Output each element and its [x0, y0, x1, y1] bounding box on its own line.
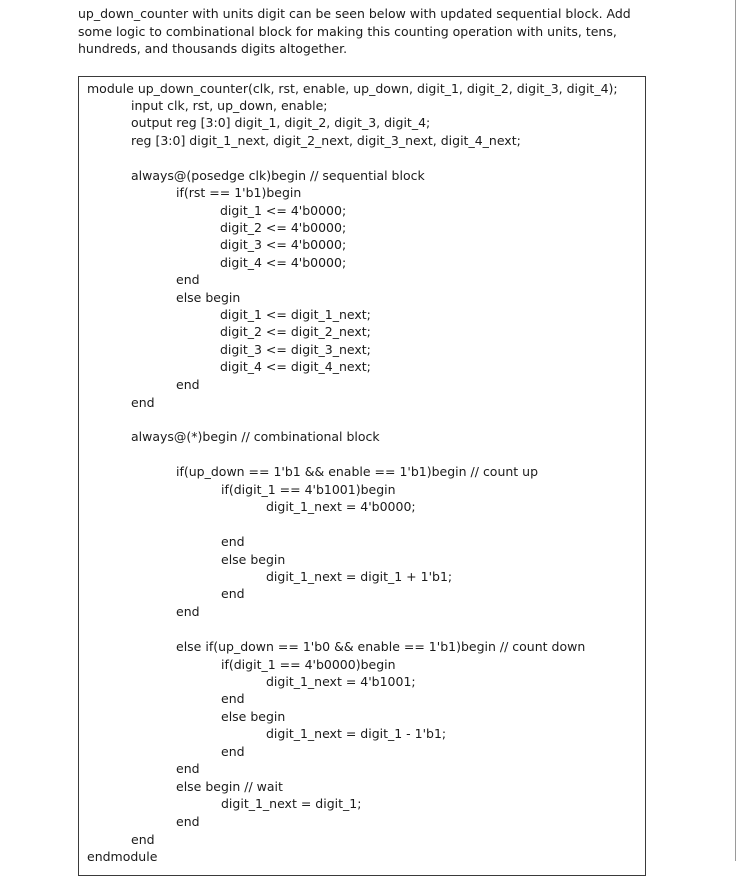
- code-line: digit_3 <= digit_3_next;: [220, 342, 371, 357]
- code-line: else begin: [176, 290, 241, 305]
- code-line: digit_2 <= 4'b0000;: [220, 220, 347, 235]
- code-block: [78, 76, 646, 876]
- code-line: digit_1 <= 4'b0000;: [220, 203, 347, 218]
- code-line: else begin // wait: [176, 779, 283, 794]
- code-line: end: [176, 272, 200, 287]
- code-line: digit_1_next = 4'b0000;: [266, 499, 416, 514]
- code-line: end: [176, 604, 200, 619]
- code-line: end: [221, 744, 245, 759]
- code-line: if(up_down == 1'b1 && enable == 1'b1)begin // count up: [176, 464, 539, 479]
- code-line: module up_down_counter(clk, rst, enable, up_down, digit_1, digit_2, digit_3, digit_4);: [87, 81, 618, 96]
- code-line: endmodule: [87, 849, 158, 864]
- code-line: end: [221, 534, 245, 549]
- code-line: input clk, rst, up_down, enable;: [131, 98, 328, 113]
- code-line: digit_3 <= 4'b0000;: [220, 237, 347, 252]
- code-line: end: [221, 691, 245, 706]
- code-line: reg [3:0] digit_1_next, digit_2_next, digit_3_next, digit_4_next;: [131, 133, 521, 148]
- code-line: always@(*)begin // combinational block: [131, 429, 380, 444]
- code-line: digit_1 <= digit_1_next;: [220, 307, 371, 322]
- code-line: digit_1_next = digit_1 + 1'b1;: [266, 569, 453, 584]
- code-line: if(rst == 1'b1)begin: [176, 185, 302, 200]
- code-line: digit_4 <= digit_4_next;: [220, 359, 371, 374]
- code-line: end: [221, 586, 245, 601]
- code-line: end: [176, 377, 200, 392]
- code-line: end: [176, 814, 200, 829]
- code-line: always@(posedge clk)begin // sequential block: [131, 168, 425, 183]
- code-line: end: [176, 761, 200, 776]
- code-line: digit_1_next = 4'b1001;: [266, 674, 416, 689]
- code-line: end: [131, 832, 155, 847]
- code-line: digit_1_next = digit_1 - 1'b1;: [266, 726, 447, 741]
- code-line: if(digit_1 == 4'b1001)begin: [221, 482, 396, 497]
- code-line: if(digit_1 == 4'b0000)begin: [221, 657, 396, 672]
- code-line: else begin: [221, 552, 286, 567]
- code-line: digit_1_next = digit_1;: [221, 796, 362, 811]
- code-line: digit_2 <= digit_2_next;: [220, 324, 371, 339]
- code-line: else if(up_down == 1'b0 && enable == 1'b1)begin // count down: [176, 639, 586, 654]
- code-line: output reg [3:0] digit_1, digit_2, digit_3, digit_4;: [131, 115, 431, 130]
- instruction-paragraph: up_down_counter with units digit can be seen below with updated sequential block. Add some logic to combinational block for making this counting operation with units, tens, hundreds, and thousands digits altogether.: [78, 6, 631, 56]
- code-line: else begin: [221, 709, 286, 724]
- code-line: digit_4 <= 4'b0000;: [220, 255, 347, 270]
- code-line: end: [131, 395, 155, 410]
